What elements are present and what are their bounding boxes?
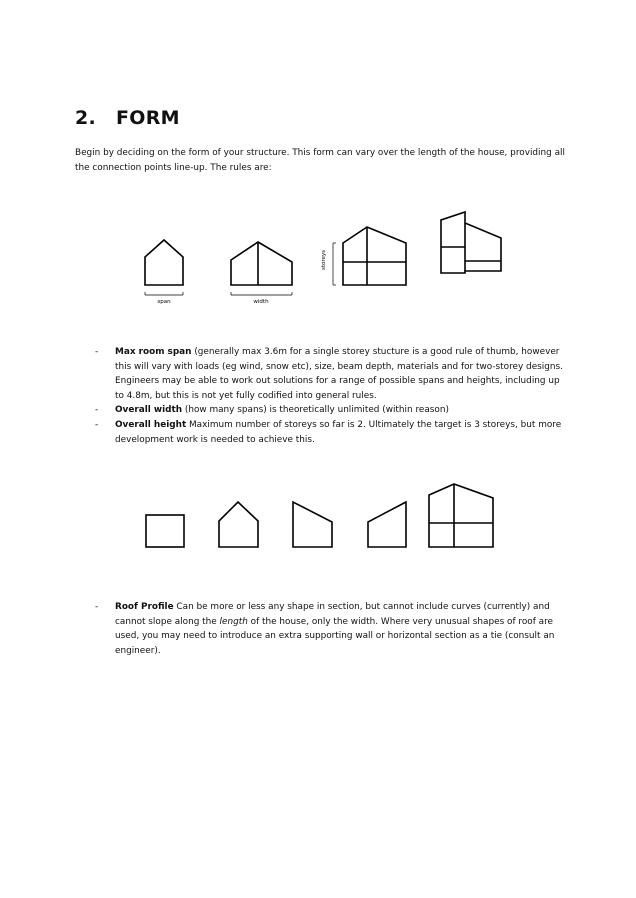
list-item xyxy=(95,418,565,447)
mono-pitch-up-shape xyxy=(368,502,406,547)
bullet-dash: - xyxy=(95,602,99,612)
rule-term: Overall height xyxy=(115,419,187,430)
list-item xyxy=(95,345,565,403)
span-label: span xyxy=(157,299,171,305)
rule-term: Overall width xyxy=(115,405,183,416)
rule-text: (generally max 3.6m for a single storey stucture is a good rule of thumb, however this will vary with loads (eg wind, snow etc), size, beam depth, materials and for two-storey designs. Engineers may be able to work out solutions for a range of possible spans and heights, including up to 4.8m, but this is not yet fully codified into general rules. xyxy=(115,347,563,401)
two-storey-gable-shape xyxy=(429,484,493,547)
single-span-house-shape xyxy=(145,240,183,285)
roof-profiles-diagram xyxy=(140,478,500,553)
intro-paragraph: Begin by deciding on the form of your structure. This form can vary over the length of the house, providing all the connection points line-up. The rules are: xyxy=(75,148,565,173)
section-number: 2. xyxy=(75,107,97,129)
rule-text: of the house, only the width. Where very unusual shapes of roof are used, you may need to introduce an extra supporting wall or horizontal section as a tie (consult an engineer). xyxy=(115,616,555,656)
form-rules-diagram xyxy=(135,205,515,315)
list-item xyxy=(95,600,565,658)
bullet-dash: - xyxy=(95,405,99,416)
bullet-dash: - xyxy=(95,347,99,357)
rule-text: (how many spans) is theoretically unlimited (within reason) xyxy=(182,405,449,416)
rule-term: Max room span xyxy=(115,347,192,357)
two-storey-house-shape xyxy=(343,227,406,285)
roof-list xyxy=(95,600,565,658)
section-title: FORM xyxy=(116,107,180,129)
rule-term: Roof Profile xyxy=(115,602,174,612)
width-label: width xyxy=(253,299,269,305)
wide-house-shape xyxy=(231,242,292,285)
rule-text: Maximum number of storeys so far is 2. Ultimately the target is 3 storeys, but more development work is needed to achieve this. xyxy=(115,419,562,445)
list-item xyxy=(95,403,565,418)
storeys-label: storeys xyxy=(321,249,327,271)
bullet-dash: - xyxy=(95,419,99,430)
stepped-house-shape xyxy=(441,212,501,273)
rules-list xyxy=(95,345,565,447)
rule-text: Can be more or less any shape in section, but cannot include curves (currently) and cannot slope along the xyxy=(115,602,550,627)
rule-emphasis: length xyxy=(219,616,248,627)
section-heading xyxy=(75,107,180,129)
gable-roof-shape xyxy=(219,502,258,547)
flat-roof-shape xyxy=(146,515,184,547)
mono-pitch-down-shape xyxy=(293,502,332,547)
